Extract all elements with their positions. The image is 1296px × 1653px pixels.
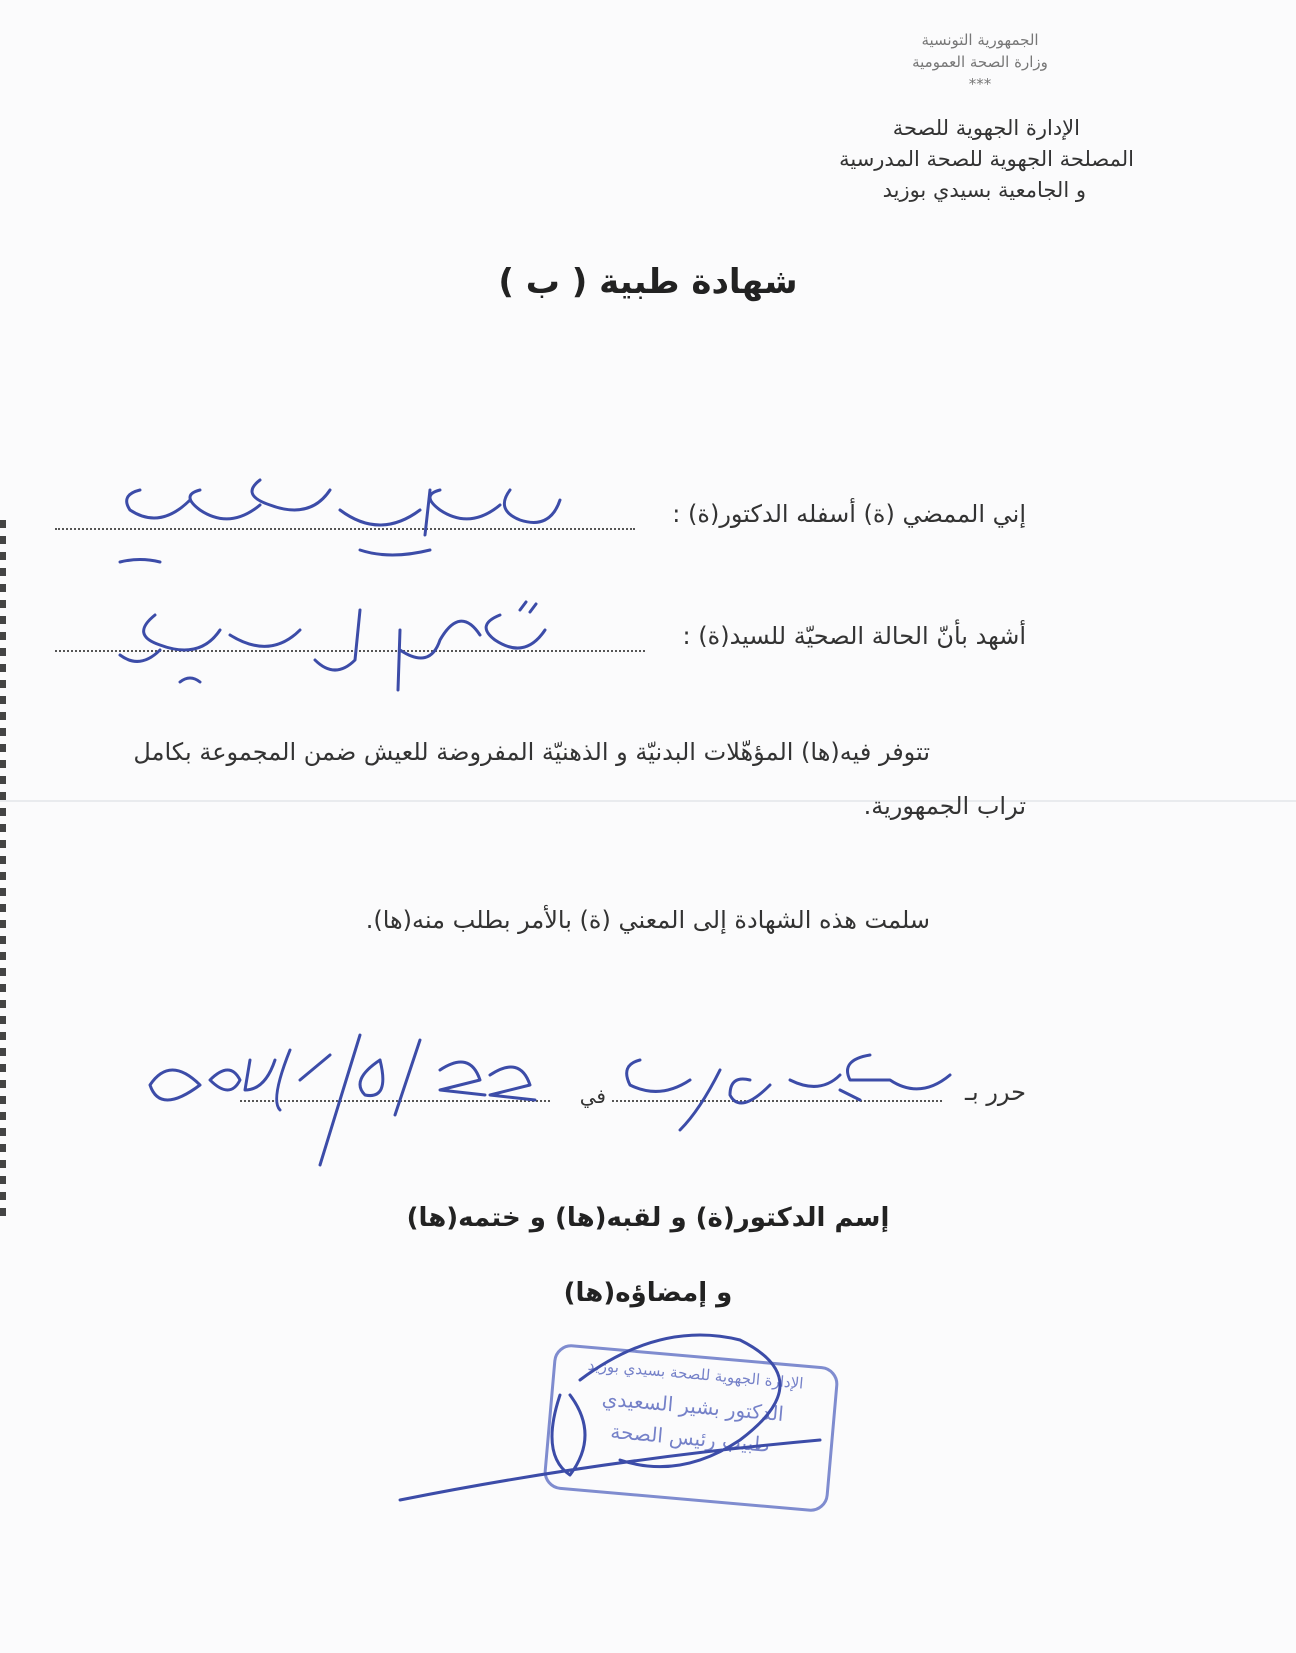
stamp-line-3: طبيب رئيس الصحة — [609, 1419, 771, 1457]
doctor-label: إني الممضي (ة) أسفله الدكتور(ة) : — [672, 500, 1026, 528]
patient-dotted-line — [55, 650, 645, 652]
stamp-line-2: الدكتور بشير السعيدي — [601, 1386, 785, 1426]
signature-label: و إمضاؤه(ها) — [563, 1278, 733, 1308]
certificate-title: شهادة طبية ( ب ) — [498, 262, 798, 302]
handwritten-patient-name — [120, 602, 545, 690]
handwritten-doctor-name — [120, 480, 560, 562]
header-line-3: و الجامعية بسيدي بوزيد — [882, 178, 1086, 202]
header-line-2: المصلحة الجهوية للصحة المدرسية — [839, 147, 1134, 171]
header-stars: *** — [968, 75, 992, 93]
delivery-statement: سلمت هذه الشهادة إلى المعني (ة) بالأمر بطلب منه(ها). — [365, 906, 930, 934]
stamp-line-1: الإدارة الجهوية للصحة بسيدي بوزيد — [587, 1355, 805, 1393]
place-dotted-line — [612, 1100, 942, 1102]
handwritten-place — [627, 1055, 950, 1130]
paper-fold — [0, 800, 1296, 802]
paragraph-line-2: تراب الجمهورية. — [863, 792, 1026, 820]
ministry-text: وزارة الصحة العمومية — [912, 53, 1048, 71]
doctor-name-stamp-label: إسم الدكتور(ة) و لقبه(ها) و ختمه(ها) — [406, 1203, 890, 1233]
date-dotted-line — [240, 1100, 550, 1102]
doctor-stamp — [542, 1343, 840, 1513]
doctor-dotted-line — [55, 528, 635, 530]
perforation-edge — [0, 520, 6, 1220]
paragraph-line-1: تتوفر فيه(ها) المؤهّلات البدنيّة و الذهنيّة المفروضة للعيش ضمن المجموعة بكامل — [133, 738, 930, 766]
header-line-1: الإدارة الجهوية للصحة — [892, 116, 1080, 140]
written-at-label: حرر بـ — [964, 1078, 1026, 1106]
on-label: في — [579, 1084, 606, 1108]
republic-text: الجمهورية التونسية — [921, 31, 1039, 49]
patient-label: أشهد بأنّ الحالة الصحيّة للسيد(ة) : — [682, 622, 1026, 650]
